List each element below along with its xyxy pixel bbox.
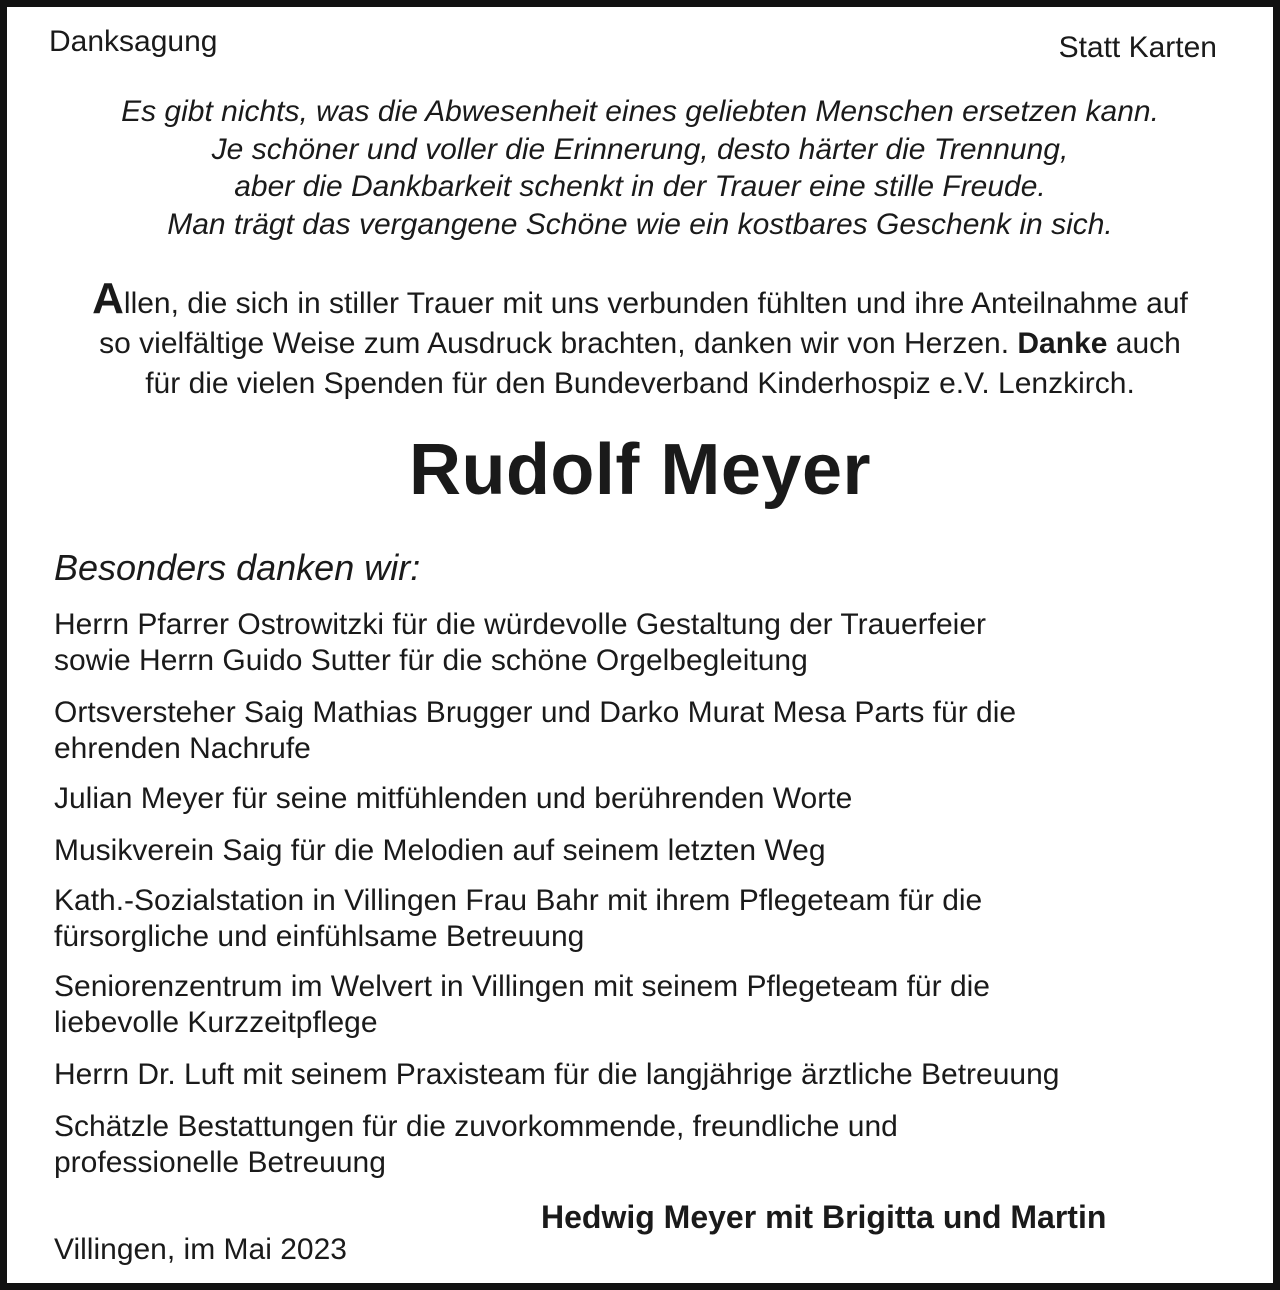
place-date: Villingen, im Mai 2023 [54,1233,347,1266]
thanks-line: Ortsversteher Saig Mathias Brugger und Darko Murat Mesa Parts für die [54,696,1017,729]
thanks-line: Kath.-Sozialstation in Villingen Frau Bahr mit ihrem Pflegeteam für die [54,884,983,917]
thanks-item [54,969,1234,1041]
quote-line: aber die Dankbarkeit schenkt in der Trauer eine stille Freude. [234,170,1046,203]
thanks-item [54,833,1234,869]
intro-line-1 [7,274,1273,324]
thanks-line: professionelle Betreuung [54,1146,386,1179]
thanks-line: Musikverein Saig für die Melodien auf seinem letzten Weg [54,834,826,867]
thanks-item [54,883,1234,955]
thanks-line: liebevolle Kurzzeitpflege [54,1006,378,1039]
special-thanks-heading: Besonders danken wir: [54,547,421,588]
thanks-item [54,781,1234,817]
thanks-item [54,1057,1234,1093]
intro-paragraph [7,274,1273,404]
quote-block [7,93,1273,243]
intro-line-2 [7,324,1273,364]
thanks-item [54,607,1234,679]
thanks-line: ehrenden Nachrufe [54,732,311,765]
intro-line-1-text: llen, die sich in stiller Trauer mit uns verbunden fühlten und ihre Anteilnahme auf [123,287,1188,320]
drop-cap: A [92,274,124,323]
thanks-list [54,607,1234,1181]
quote-line: Je schöner und voller die Erinnerung, desto härter die Trennung, [211,132,1069,166]
thanks-line: Herrn Dr. Luft mit seinem Praxisteam für die langjährige ärztliche Betreuung [54,1058,1060,1091]
thanks-line: Herrn Pfarrer Ostrowitzki für die würdevolle Gestaltung der Trauerfeier [54,608,987,641]
deceased-name: Rudolf Meyer [408,430,872,510]
thanks-line: Seniorenzentrum im Welvert in Villingen mit seinem Pflegeteam für die [54,970,990,1003]
quote-line: Es gibt nichts, was die Abwesenheit eines geliebten Menschen ersetzen kann. [121,95,1159,128]
intro-line-2-before: so vielfältige Weise zum Ausdruck brachten, danken wir von Herzen. [99,327,1018,360]
thanks-line: Schätzle Bestattungen für die zuvorkommende, freundliche und [54,1110,898,1143]
thanks-line: sowie Herrn Guido Sutter für die schöne Orgelbegleitung [54,644,808,677]
header-danksagung: Danksagung [49,25,218,58]
quote-line: Man trägt das vergangene Schöne wie ein kostbares Geschenk in sich. [167,207,1113,241]
thanks-item [54,695,1234,767]
header-statt-karten: Statt Karten [1058,31,1217,64]
thanks-item [54,1109,1234,1181]
thanks-line: Julian Meyer für seine mitfühlenden und berührenden Worte [54,782,853,815]
intro-line-2-after: auch [1107,327,1181,360]
intro-danke-bold: Danke [1017,327,1108,360]
intro-line-3: für die vielen Spenden für den Bundeverband Kinderhospiz e.V. Lenzkirch. [145,367,1135,400]
signature: Hedwig Meyer mit Brigitta und Martin [541,1199,1107,1235]
thanks-line: fürsorgliche und einfühlsame Betreuung [54,920,585,953]
